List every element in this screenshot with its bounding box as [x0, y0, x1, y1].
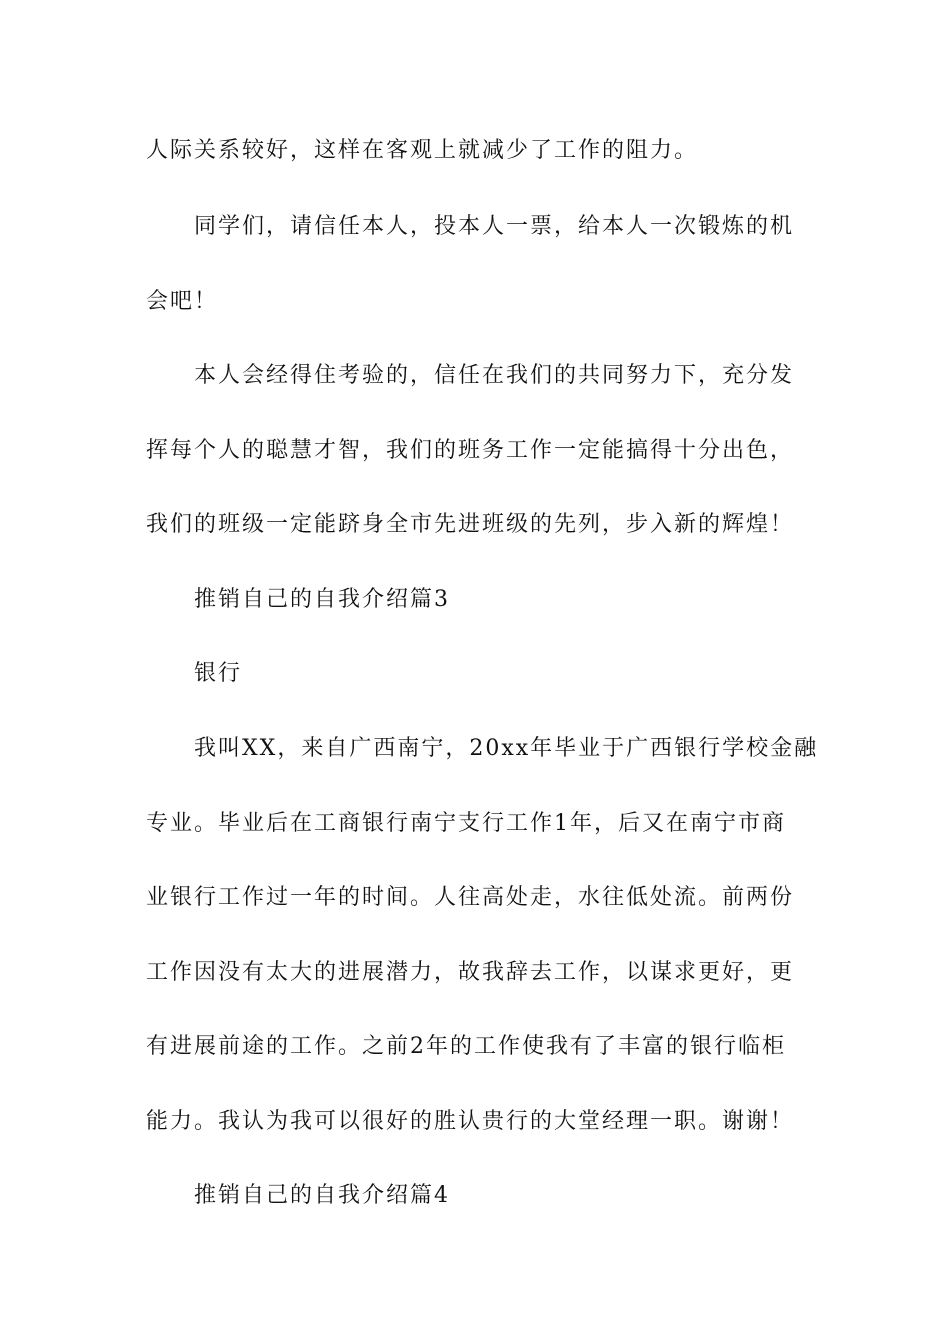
paragraph-line: 会吧！: [146, 289, 219, 314]
paragraph-line: 能力。我认为我可以很好的胜认贵行的大堂经理一职。谢谢！: [146, 1109, 795, 1134]
paragraph-line: 我们的班级一定能跻身全市先进班级的先列，步入新的辉煌！: [146, 512, 795, 537]
paragraph-line: 业银行工作过一年的时间。人往高处走，水往低处流。前两份: [146, 885, 795, 910]
section-heading: 推销自己的自我介绍篇4: [194, 1183, 450, 1208]
paragraph-line: 人际关系较好，这样在客观上就减少了工作的阻力。: [146, 138, 699, 163]
paragraph-line: 同学们，请信任本人，投本人一票，给本人一次锻炼的机: [194, 214, 795, 239]
paragraph-line: 专业。毕业后在工商银行南宁支行工作1年，后又在南宁市商: [146, 811, 786, 836]
paragraph-line: 我叫XX，来自广西南宁，20xx年毕业于广西银行学校金融: [194, 736, 819, 761]
paragraph-line: 本人会经得住考验的，信任在我们的共同努力下，充分发: [194, 363, 795, 388]
paragraph-line: 挥每个人的聪慧才智，我们的班务工作一定能搞得十分出色，: [146, 438, 795, 463]
subheading: 银行: [194, 661, 243, 686]
paragraph-line: 有进展前途的工作。之前2年的工作使我有了丰富的银行临柜: [146, 1034, 786, 1059]
paragraph-line: 工作因没有太大的进展潜力，故我辞去工作，以谋求更好，更: [146, 960, 795, 985]
section-heading: 推销自己的自我介绍篇3: [194, 587, 450, 612]
